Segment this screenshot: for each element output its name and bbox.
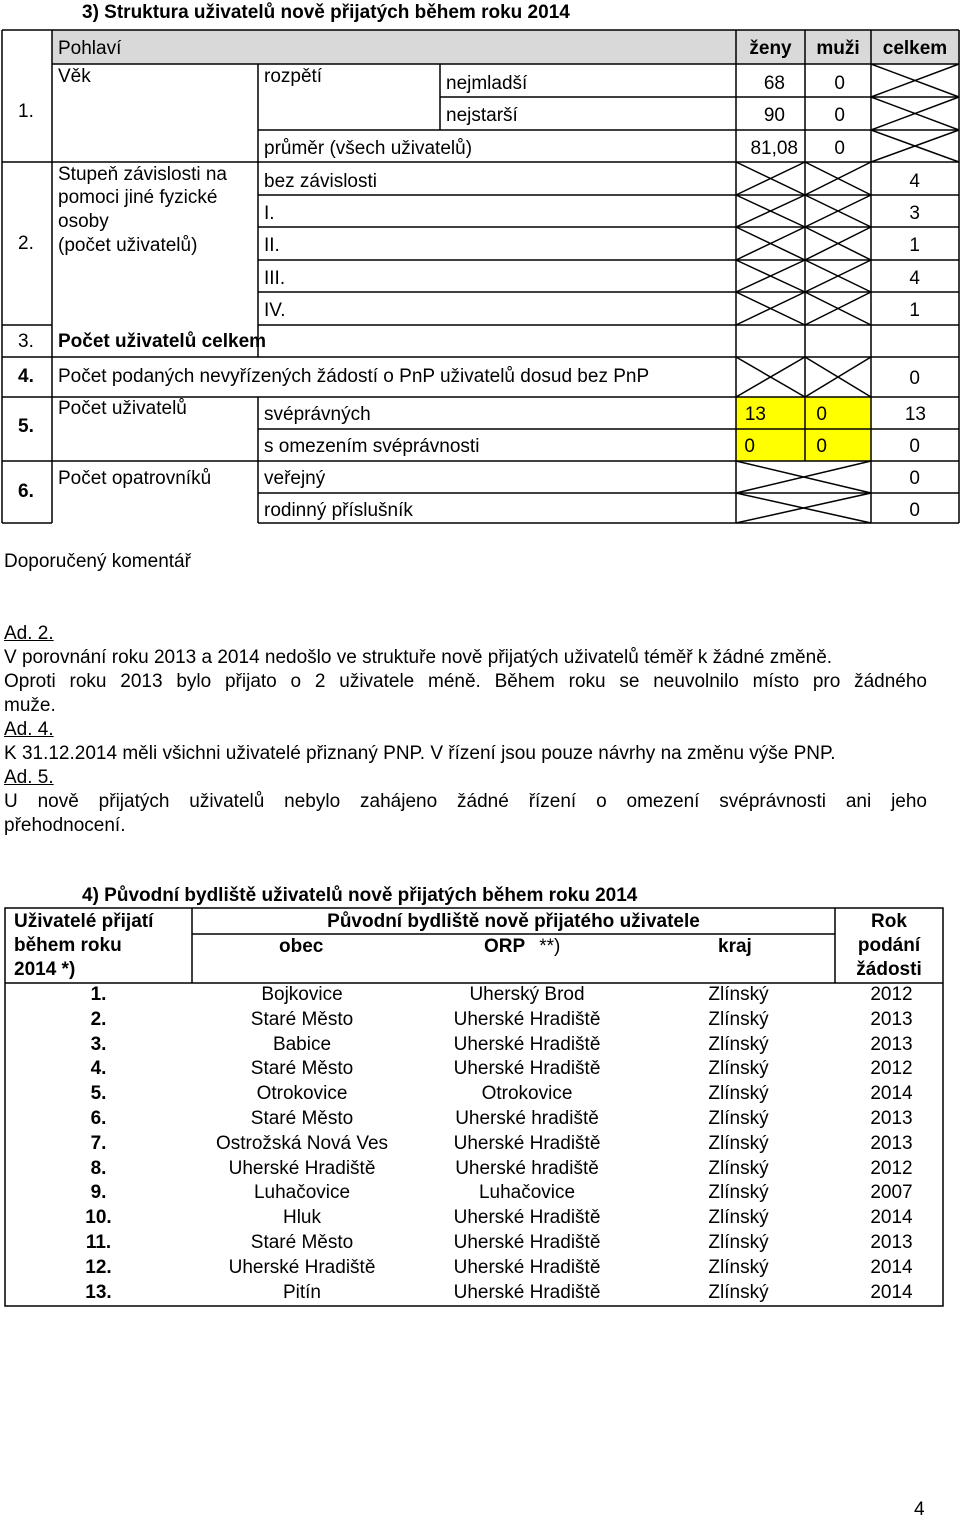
cell-rok: 2012: [870, 984, 913, 1005]
cell-rok: 2014: [870, 1207, 913, 1229]
cell-orp: Luhačovice: [478, 1182, 576, 1204]
comment-ad2-text: V porovnání roku 2013 a 2014 nedošlo ve struktuře nově přijatých uživatelů téměř k žádné změně.: [4, 647, 833, 668]
average-label: průměr (všech uživatelů): [264, 138, 473, 159]
range-label: rozpětí: [264, 66, 323, 87]
cell-obec: Hluk: [282, 1207, 321, 1229]
pending-requests-label: Počet podaných nevyřízených žádostí o PnP uživatelů dosud bez PnP: [58, 366, 650, 387]
cell-n: 3.: [90, 1033, 107, 1055]
cell-obec: Staré Město: [250, 1108, 354, 1129]
level-label: I.: [264, 203, 275, 224]
comment-title: Doporučený komentář: [4, 551, 191, 572]
average-men: 0: [834, 138, 845, 159]
cell-rok: 2014: [870, 1083, 913, 1105]
youngest-women: 68: [763, 73, 785, 94]
cell-n: 12.: [85, 1256, 112, 1278]
row-num: 6.: [18, 481, 34, 502]
cell-kraj: Zlínský: [708, 1058, 769, 1080]
cell-obec: Uherské Hradiště: [228, 1256, 376, 1278]
cell-obec: Staré Město: [250, 1058, 354, 1080]
level-total: 1: [909, 300, 920, 321]
cell-orp: Otrokovice: [481, 1083, 573, 1105]
cell-kraj: Zlínský: [708, 1256, 769, 1278]
cell-n: 1.: [90, 984, 107, 1005]
pending-requests-total: 0: [909, 368, 920, 389]
cell-kraj: Zlínský: [708, 1232, 769, 1253]
restricted-capacity-label: s omezením svéprávnosti: [264, 436, 480, 457]
dependency-label-line: pomoci jiné fyzické: [58, 187, 218, 208]
oldest-label: nejstarší: [446, 105, 518, 126]
legal-capacity-total: 13: [904, 404, 926, 425]
cell-obec: Otrokovice: [256, 1083, 348, 1105]
comment-ad2: Ad. 2.: [4, 623, 54, 644]
head-orp: ORP: [484, 936, 526, 957]
cell-obec: Staré Město: [250, 1008, 354, 1030]
row-num: 2.: [18, 233, 34, 254]
users-count-label: Počet uživatelů: [58, 398, 187, 419]
cell-n: 2.: [90, 1008, 107, 1030]
comment-ad5-text: U nově přijatých uživatelů nebylo zahájeno žádné řízení o omezení svéprávnosti ani jeho: [4, 791, 927, 812]
cell-obec: Uherské Hradiště: [228, 1157, 376, 1179]
youngest-label: nejmladší: [446, 73, 528, 94]
level-label: bez závislosti: [264, 171, 377, 192]
head-year-line: Rok: [871, 911, 907, 932]
restricted-capacity-men: 0: [816, 436, 827, 457]
cell-n: 11.: [85, 1232, 112, 1253]
gender-label: Pohlaví: [58, 38, 122, 59]
section3-heading: 3) Struktura uživatelů nově přijatých během roku 2014: [82, 2, 570, 23]
average-women: 81,08: [750, 138, 798, 159]
oldest-women: 90: [763, 105, 785, 126]
public-guardian-label: veřejný: [264, 468, 326, 489]
restricted-capacity-total: 0: [909, 436, 920, 457]
cell-rok: 2012: [870, 1157, 913, 1179]
cell-n: 7.: [90, 1132, 107, 1154]
cell-n: 9.: [90, 1182, 107, 1204]
age-label: Věk: [58, 66, 91, 87]
oldest-men: 0: [834, 105, 845, 126]
head-users-line: 2014 *): [14, 959, 76, 980]
head-year-line: žádosti: [856, 959, 922, 980]
cell-n: 10.: [85, 1207, 112, 1229]
section4-heading: 4) Původní bydliště uživatelů nově přijatých během roku 2014: [82, 885, 638, 906]
total-users-label: Počet uživatelů celkem: [58, 331, 267, 352]
cell-obec: Pitín: [282, 1281, 322, 1303]
cell-kraj: Zlínský: [708, 1083, 769, 1105]
head-year-line: podání: [857, 935, 921, 956]
cell-orp: Uherský Brod: [469, 984, 585, 1005]
col-muzi: muži: [816, 38, 860, 59]
level-total: 3: [909, 203, 920, 224]
cell-n: 6.: [90, 1108, 107, 1129]
cell-kraj: Zlínský: [708, 984, 769, 1005]
public-guardian-total: 0: [909, 468, 920, 489]
cell-orp: Uherské Hradiště: [453, 1058, 601, 1080]
head-original-residence: Původní bydliště nově přijatého uživatele: [327, 911, 700, 932]
level-total: 4: [909, 268, 920, 289]
comment-ad2-text: Oproti roku 2013 bylo přijato o 2 uživatele méně. Během roku se neuvolnilo místo pro žádného: [4, 671, 927, 692]
cell-rok: 2013: [870, 1132, 913, 1154]
cell-kraj: Zlínský: [708, 1182, 769, 1204]
restricted-capacity-women: 0: [744, 436, 755, 457]
cell-kraj: Zlínský: [708, 1108, 769, 1129]
cell-rok: 2014: [870, 1281, 913, 1303]
level-total: 4: [909, 171, 920, 192]
cell-obec: Babice: [272, 1033, 332, 1055]
cell-n: 8.: [90, 1157, 107, 1179]
cell-obec: Bojkovice: [261, 984, 343, 1005]
head-users-line: během roku: [14, 935, 122, 956]
cell-orp: Uherské Hradiště: [453, 1008, 601, 1030]
cell-orp: Uherské hradiště: [455, 1108, 599, 1129]
level-total: 1: [909, 235, 920, 256]
cell-rok: 2013: [870, 1232, 913, 1253]
youngest-men: 0: [834, 73, 845, 94]
row-num: 4.: [18, 366, 34, 387]
cell-kraj: Zlínský: [708, 1281, 769, 1303]
cell-obec: Ostrožská Nová Ves: [215, 1132, 389, 1154]
family-guardian-label: rodinný příslušník: [264, 500, 413, 521]
legal-capacity-men: 0: [816, 404, 827, 425]
comment-ad4-text: K 31.12.2014 měli všichni uživatelé přiznaný PNP. V řízení jsou pouze návrhy na změnu výše PNP.: [4, 743, 836, 764]
comment-ad4: Ad. 4.: [4, 719, 54, 740]
comment-ad5: Ad. 5.: [4, 767, 54, 788]
cell-kraj: Zlínský: [708, 1132, 769, 1154]
cell-kraj: Zlínský: [708, 1207, 769, 1229]
level-label: II.: [264, 235, 280, 256]
comment-ad2-text: muže.: [4, 695, 56, 716]
head-orp-cell: [484, 936, 560, 958]
head-orp-note: **): [539, 936, 561, 957]
legal-capacity-women: 13: [744, 404, 766, 425]
comment-ad5-text: přehodnocení.: [4, 815, 126, 836]
cell-obec: Staré Město: [250, 1232, 354, 1253]
legal-capacity-label: svéprávných: [264, 404, 371, 425]
cell-kraj: Zlínský: [708, 1157, 769, 1179]
dependency-label-line: (počet uživatelů): [58, 235, 198, 256]
cell-n: 13.: [85, 1281, 112, 1303]
cell-rok: 2007: [870, 1182, 913, 1204]
cell-orp: Uherské Hradiště: [453, 1256, 601, 1278]
cell-orp: Uherské Hradiště: [453, 1281, 601, 1303]
row-num: 1.: [18, 101, 34, 122]
cell-kraj: Zlínský: [708, 1008, 769, 1030]
col-zeny: ženy: [749, 38, 792, 59]
cell-kraj: Zlínský: [708, 1033, 769, 1055]
row-num: 3.: [18, 331, 34, 352]
cell-rok: 2012: [870, 1058, 913, 1080]
level-label: IV.: [264, 300, 286, 321]
family-guardian-total: 0: [909, 500, 920, 521]
cell-n: 4.: [90, 1058, 107, 1080]
col-celkem: celkem: [882, 38, 948, 59]
cell-rok: 2013: [870, 1108, 913, 1129]
cell-n: 5.: [90, 1083, 107, 1105]
cell-obec: Luhačovice: [253, 1182, 351, 1204]
dependency-label-line: Stupeň závislosti na: [58, 164, 227, 185]
head-users-line: Uživatelé přijatí: [14, 911, 154, 932]
head-obec: obec: [279, 936, 324, 957]
cell-orp: Uherské Hradiště: [453, 1033, 601, 1055]
cell-rok: 2014: [870, 1256, 913, 1278]
guardians-label: Počet opatrovníků: [58, 468, 212, 489]
cell-rok: 2013: [870, 1008, 913, 1030]
cell-rok: 2013: [870, 1033, 913, 1055]
cell-orp: Uherské Hradiště: [453, 1132, 601, 1154]
cell-orp: Uherské Hradiště: [453, 1232, 601, 1253]
head-kraj: kraj: [718, 936, 752, 957]
dependency-label-line: osoby: [58, 211, 109, 232]
cell-orp: Uherské Hradiště: [453, 1207, 601, 1229]
row-num: 5.: [18, 416, 34, 437]
cell-orp: Uherské hradiště: [455, 1157, 599, 1179]
page-number: 4: [914, 1499, 925, 1520]
level-label: III.: [264, 268, 286, 289]
